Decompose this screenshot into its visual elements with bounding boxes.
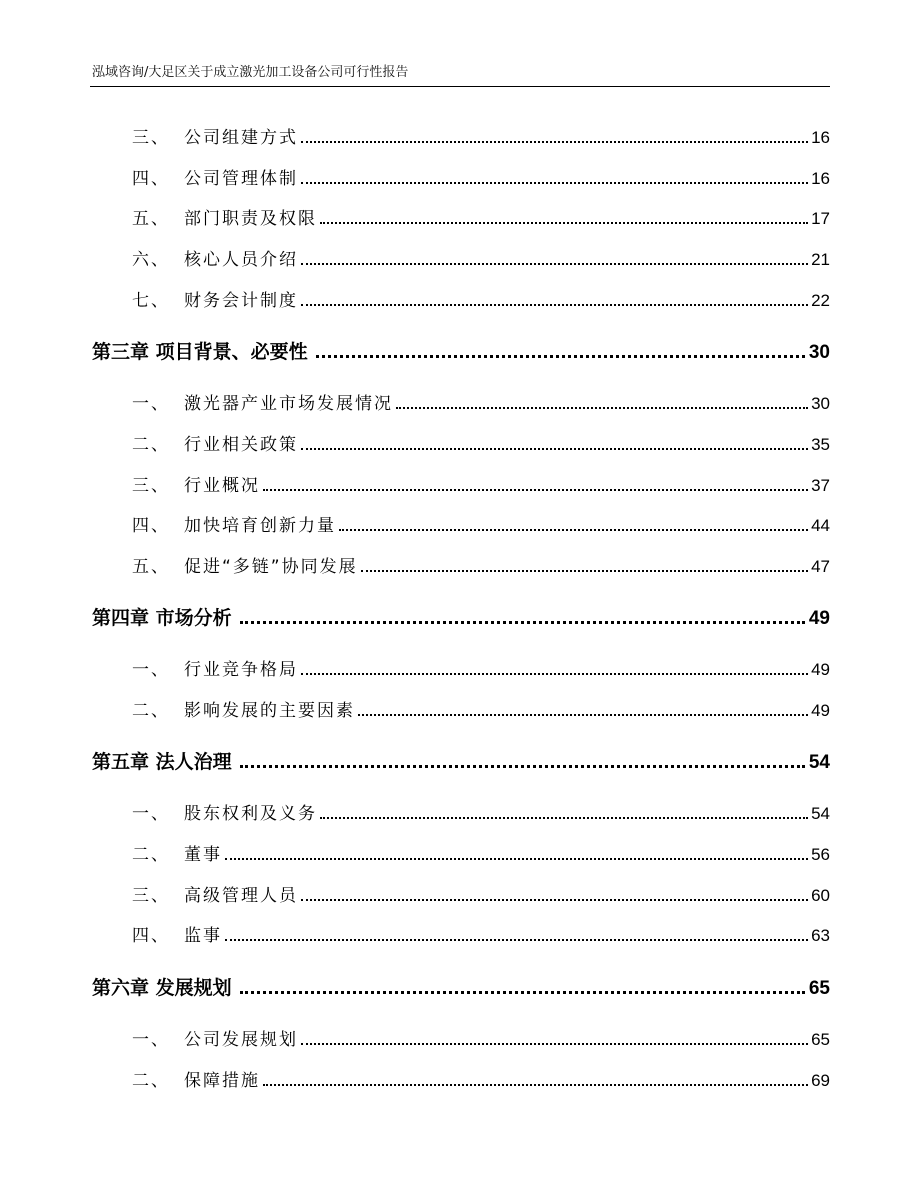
dot-leader (301, 141, 808, 143)
toc-entry-number: 五、 (132, 209, 170, 229)
dot-leader (301, 899, 808, 901)
dot-leader (240, 991, 805, 994)
dot-leader (263, 1084, 808, 1086)
toc-entry-title: 公司发展规划 (184, 1030, 298, 1050)
toc-entry-title: 公司组建方式 (184, 128, 298, 148)
dot-leader (301, 182, 808, 184)
toc-chapter-title: 第六章 发展规划 (92, 977, 232, 999)
toc-chapter-page: 49 (808, 608, 830, 629)
toc-entry-number: 四、 (132, 516, 170, 536)
page-header: 泓域咨询/大足区关于成立激光加工设备公司可行性报告 (92, 65, 409, 80)
toc-entry-page: 49 (811, 660, 830, 679)
dot-leader (225, 858, 808, 860)
toc-entry-title: 董事 (184, 845, 222, 865)
toc-entry-number: 三、 (132, 476, 170, 496)
toc-entry-page: 35 (811, 435, 830, 454)
toc-entry-title: 行业概况 (184, 476, 260, 496)
dot-leader (301, 304, 808, 306)
toc-chapter[interactable] (92, 972, 830, 1000)
toc-entry-number: 一、 (132, 804, 170, 824)
toc-entry-page: 63 (811, 926, 830, 945)
toc-entry[interactable] (92, 697, 830, 721)
toc-entry-title: 保障措施 (184, 1071, 260, 1091)
toc-entry-page: 22 (811, 291, 830, 310)
dot-leader (339, 529, 808, 531)
toc-entry-number: 六、 (132, 250, 170, 270)
toc-entry[interactable] (92, 472, 830, 496)
toc-entry-page: 37 (811, 476, 830, 495)
dot-leader (240, 621, 805, 624)
toc-entry-page: 65 (811, 1030, 830, 1049)
dot-leader (316, 355, 805, 358)
toc-chapter-page: 65 (808, 978, 830, 999)
toc-entry-title: 影响发展的主要因素 (184, 701, 355, 721)
dot-leader (301, 448, 808, 450)
dot-leader (396, 407, 808, 409)
toc-entry-number: 三、 (132, 886, 170, 906)
toc-entry-title: 行业相关政策 (184, 435, 298, 455)
toc-entry[interactable] (92, 512, 830, 536)
toc-chapter[interactable] (92, 336, 830, 364)
toc-entry-number: 五、 (132, 557, 170, 577)
toc-entry-number: 二、 (132, 435, 170, 455)
toc-entry[interactable] (92, 800, 830, 824)
toc-entry-number: 四、 (132, 169, 170, 189)
toc-entry[interactable] (92, 124, 830, 148)
toc-entry-page: 56 (811, 845, 830, 864)
toc-entry-title: 加快培育创新力量 (184, 516, 336, 536)
toc-entry-number: 二、 (132, 701, 170, 721)
toc-entry-page: 69 (811, 1071, 830, 1090)
toc-entry-page: 16 (811, 169, 830, 188)
toc-entry-number: 一、 (132, 1030, 170, 1050)
dot-leader (240, 765, 805, 768)
toc-entry-page: 60 (811, 886, 830, 905)
toc-entry[interactable] (92, 165, 830, 189)
toc-entry[interactable] (92, 1026, 830, 1050)
toc-entry[interactable] (92, 431, 830, 455)
toc-entry[interactable] (92, 882, 830, 906)
dot-leader (320, 817, 808, 819)
toc-entry-number: 二、 (132, 845, 170, 865)
toc-entry-page: 16 (811, 128, 830, 147)
toc-entry[interactable] (92, 656, 830, 680)
toc-entry-number: 四、 (132, 926, 170, 946)
dot-leader (358, 714, 808, 716)
toc-entry[interactable] (92, 287, 830, 311)
dot-leader (361, 570, 808, 572)
toc-entry[interactable] (92, 246, 830, 270)
dot-leader (301, 1043, 808, 1045)
toc-chapter-title: 第四章 市场分析 (92, 607, 232, 629)
toc-entry-number: 一、 (132, 660, 170, 680)
toc-entry-title: 高级管理人员 (184, 886, 298, 906)
toc-entry-title: 公司管理体制 (184, 169, 298, 189)
header-rule (90, 86, 830, 87)
dot-leader (320, 222, 808, 224)
toc-entry-number: 一、 (132, 394, 170, 414)
dot-leader (301, 263, 808, 265)
toc-entry-page: 54 (811, 804, 830, 823)
dot-leader (301, 673, 808, 675)
toc-chapter-title: 第三章 项目背景、必要性 (92, 341, 308, 363)
toc-entry-page: 47 (811, 557, 830, 576)
toc-chapter-page: 54 (808, 752, 830, 773)
toc-entry[interactable] (92, 841, 830, 865)
toc-entry-number: 三、 (132, 128, 170, 148)
toc-chapter-title: 第五章 法人治理 (92, 751, 232, 773)
toc-entry[interactable] (92, 1067, 830, 1091)
toc-entry[interactable] (92, 205, 830, 229)
toc-entry-title: 行业竞争格局 (184, 660, 298, 680)
toc-entry-title: 核心人员介绍 (184, 250, 298, 270)
toc-entry[interactable] (92, 922, 830, 946)
toc-entry-title: 财务会计制度 (184, 291, 298, 311)
toc-entry-title: 部门职责及权限 (184, 209, 317, 229)
toc-entry[interactable] (92, 390, 830, 414)
dot-leader (225, 939, 808, 941)
toc-chapter[interactable] (92, 746, 830, 774)
dot-leader (263, 489, 808, 491)
toc-entry-number: 二、 (132, 1071, 170, 1091)
toc-entry-page: 30 (811, 394, 830, 413)
toc-entry-page: 21 (811, 250, 830, 269)
toc-entry-number: 七、 (132, 291, 170, 311)
toc-chapter[interactable] (92, 602, 830, 630)
toc-entry-page: 49 (811, 701, 830, 720)
toc-chapter-page: 30 (808, 342, 830, 363)
toc-entry-page: 17 (811, 209, 830, 228)
toc-entry-title: 监事 (184, 926, 222, 946)
toc-entry-title: 激光器产业市场发展情况 (184, 394, 393, 414)
toc-entry-title: 股东权利及义务 (184, 804, 317, 824)
toc-entry[interactable] (92, 553, 830, 577)
toc-entry-page: 44 (811, 516, 830, 535)
toc-entry-title: 促进“多链”协同发展 (184, 557, 358, 577)
